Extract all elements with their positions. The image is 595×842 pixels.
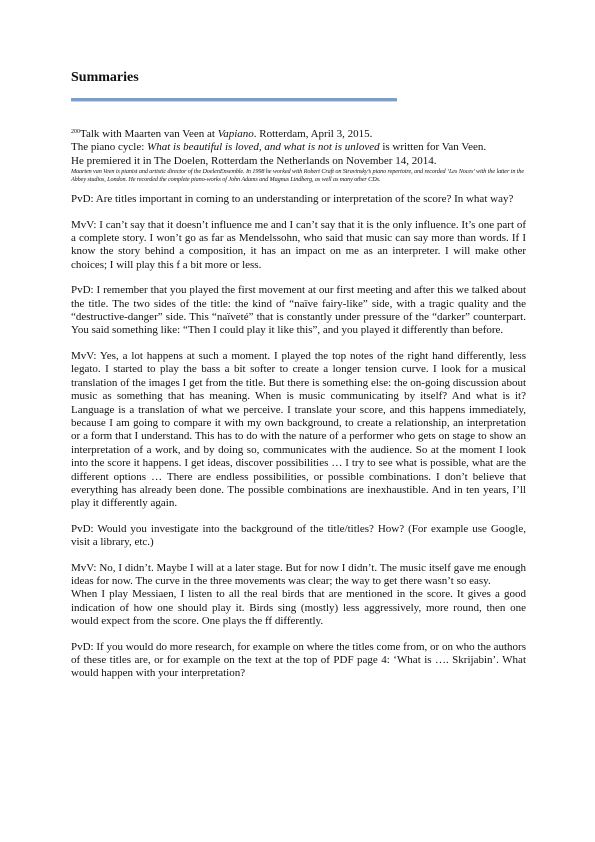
question-4: PvD: If you would do more research, for example on where the titles come from, or on who the authors of these titles are, or for example on the text at the top of PDF page 4: ‘What is …. Skrijabin’. What would happen with your interpretation?: [71, 640, 526, 680]
interview-intro: [71, 126, 526, 184]
footnote-number: 200: [71, 129, 80, 135]
answer-2: MvV: Yes, a lot happens at such a moment. I played the top notes of the right hand differently, less legato. I started to play the bass a bit softer to create a longer tension curve. I look for a musical translation of the images I get from the title. But there is something else: the on-going discussion about music as something that has meaning. When is music communicating by itself? And what is it? Language is a translation of what we perceive. I translate your score, and this happens immediately, because I am going to compare it with my own background, to create a relationship, an interpretation or a form that I understand. This has to do with the nature of a performer who gets on stage to show an interpretation of a work, and by doing so, communicates with the audience. So at the moment I look into the score it happens. I get ideas, discover possibilities … I try to see what is possible, what are the different options … There are endless possibilities, or possible combinations. I don’t believe that everything has already been done. The possible combinations are inexhaustible. And in ten years, I’ll play it differently again.: [71, 349, 526, 510]
answer-1: MvV: I can’t say that it doesn’t influence me and I can’t say that it is the only influence. It’s one part of a complete story. I won’t go as far as Mendelssohn, who said that music can say more than words. If I know the story behind a composition, it has an impact on me as an interpreter. I will make other choices; I will play this f a bit more or less.: [71, 218, 526, 271]
answer-3: [71, 562, 526, 629]
performer-bio: Maarten van Veen is pianist and artistic director of the DoelenEnsemble. In 1998 he worked with Robert Craft on Stravinsky’s piano repertoire, and recorded ‘Les Noces’ with the latter in the Abbey studios, London. He recorded the complete piano-works of John Adams and Magnus Lindberg, as well as many other CDs.: [71, 168, 525, 184]
intro-line-3: He premiered it in The Doelen, Rotterdam the Netherlands on November 14, 2014.: [71, 154, 437, 167]
answer-3-part-1: MvV: No, I didn’t. Maybe I will at a later stage. But for now I didn’t. The music itself gave me enough ideas for now. The curve in the three movements was clear; the way to get there wasn’t so easy.: [71, 561, 526, 587]
intro-line-1: $^{200}$Talk with Maarten van Veen at Vapiano. Rotterdam, April 3, 2015.: [71, 128, 373, 140]
question-3: PvD: Would you investigate into the background of the title/titles? How? (For example use Google, visit a library, etc.): [71, 522, 526, 549]
document-body: [71, 126, 526, 681]
work-title: What is beautiful is loved, and what is not is unloved: [147, 141, 380, 154]
venue-name: Vapiano: [217, 128, 254, 140]
question-1: PvD: Are titles important in coming to an understanding or interpretation of the score? In what way?: [71, 193, 514, 206]
intro-line-2: The piano cycle: What is beautiful is loved, and what is not is unloved is written for Van Veen.: [71, 141, 487, 154]
title-underline: [71, 98, 397, 101]
answer-3-part-2: When I play Messiaen, I listen to all the real birds that are mentioned in the score. It gives a good indication of how one should play it. Birds sing (mostly) less aggressively, more round, then one would expect from the score. One plays the ff differently.: [71, 588, 526, 628]
question-2: PvD: I remember that you played the first movement at our first meeting and after this we talked about the title. The two sides of the title: the kind of “naïve fairy-like” side, with a tragic quality and the “destructive-danger” side. This “naïveté” that is constantly under pressure of the “darker” counterpart. You said something like: “Then I could play it like this”, and you played it differently than before.: [71, 284, 526, 337]
page-title: Summaries: [71, 70, 139, 85]
